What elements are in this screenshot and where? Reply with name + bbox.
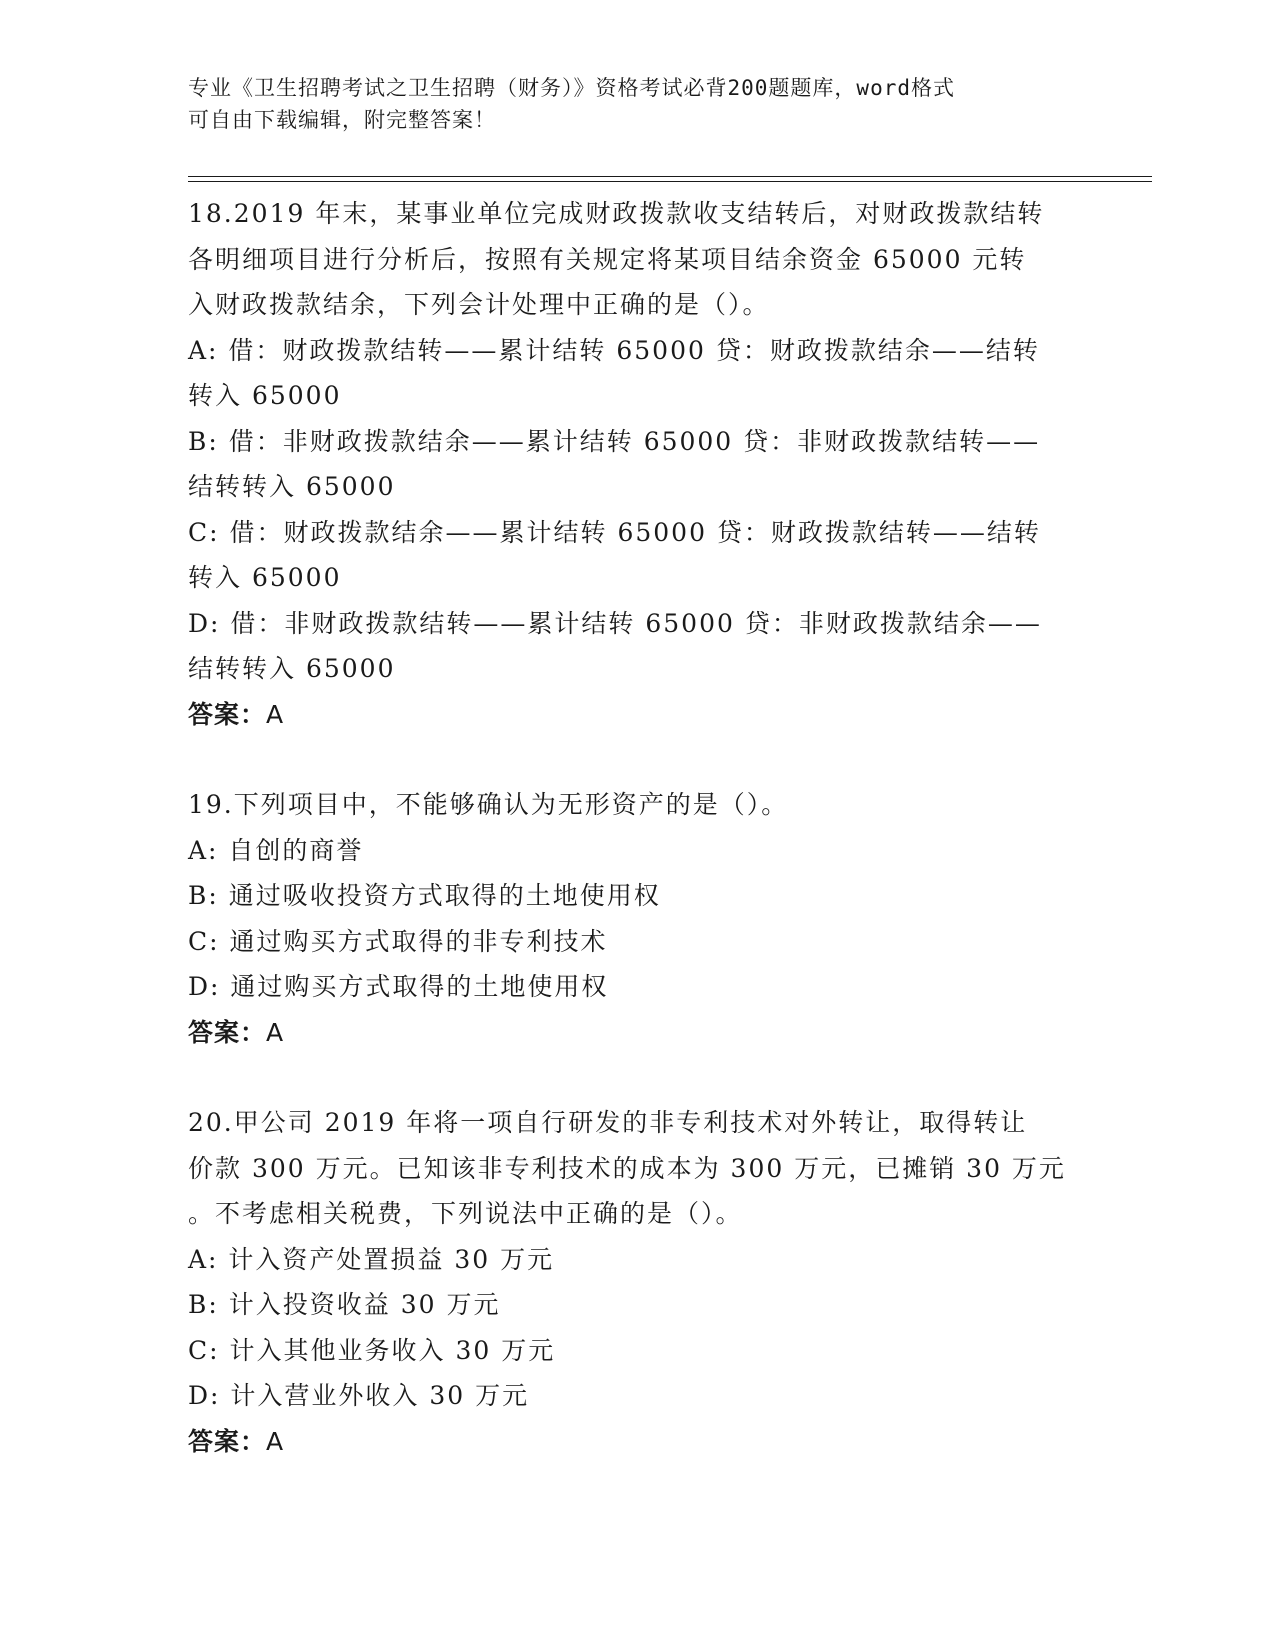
option-a-line: A: 计入资产处置损益 30 万元 — [188, 1244, 555, 1274]
answer-value: A — [266, 699, 285, 729]
question-stem-line: 。不考虑相关税费，下列说法中正确的是（）。 — [188, 1199, 743, 1228]
question-20 — [188, 1100, 1088, 1464]
option-b-line: 结转转入 65000 — [188, 472, 396, 501]
option-c-line: C: 通过购买方式取得的非专利技术 — [188, 926, 608, 956]
question-stem-line: 入财政拨款结余，下列会计处理中正确的是（）。 — [188, 290, 770, 319]
answer-value: A — [266, 1017, 285, 1047]
answer-line — [188, 1010, 1088, 1056]
answer-line — [188, 692, 1088, 738]
answer-label: 答案： — [188, 1426, 267, 1456]
option-c-line: C: 计入其他业务收入 30 万元 — [188, 1335, 556, 1365]
option-d-line: 结转转入 65000 — [188, 654, 396, 683]
question-list — [188, 191, 1088, 1464]
question-stem-line: 18.2019 年末，某事业单位完成财政拨款收支结转后，对财政拨款结转 — [188, 199, 1045, 228]
option-d-line: D: 通过购买方式取得的土地使用权 — [188, 972, 609, 1001]
answer-label: 答案： — [188, 699, 267, 729]
option-b-line: B: 通过吸收投资方式取得的土地使用权 — [188, 881, 661, 910]
header-line-2: 可自由下载编辑，附完整答案！ — [188, 108, 496, 132]
answer-label: 答案： — [188, 1017, 267, 1047]
question-stem-line: 19.下列项目中，不能够确认为无形资产的是（）。 — [188, 790, 789, 819]
option-d-line: D: 借：非财政拨款结转——累计结转 65000 贷：非财政拨款结余—— — [188, 608, 1042, 638]
answer-line — [188, 1419, 1088, 1465]
question-stem-line: 价款 300 万元。已知该非专利技术的成本为 300 万元，已摊销 30 万元 — [188, 1153, 1066, 1183]
header-divider-bottom — [188, 181, 1152, 182]
option-a-line: A: 自创的商誉 — [188, 835, 364, 865]
option-b-line: B: 借：非财政拨款结余——累计结转 65000 贷：非财政拨款结转—— — [188, 426, 1041, 456]
header-line-1: 专业《卫生招聘考试之卫生招聘（财务）》资格考试必背200题题库，word格式 — [188, 76, 955, 100]
option-a-line: 转入 65000 — [188, 381, 342, 410]
option-a-line: A: 借：财政拨款结转——累计结转 65000 贷：财政拨款结余——结转 — [188, 335, 1040, 365]
page-header — [188, 72, 1088, 136]
option-d-line: D: 计入营业外收入 30 万元 — [188, 1381, 530, 1410]
question-stem-line: 各明细项目进行分析后，按照有关规定将某项目结余资金 65000 元转 — [188, 244, 1027, 274]
header-divider-top — [188, 176, 1152, 177]
option-b-line: B: 计入投资收益 30 万元 — [188, 1290, 501, 1319]
option-c-line: 转入 65000 — [188, 563, 342, 592]
option-c-line: C: 借：财政拨款结余——累计结转 65000 贷：财政拨款结转——结转 — [188, 517, 1041, 547]
question-18 — [188, 191, 1088, 737]
question-stem-line: 20.甲公司 2019 年将一项自行研发的非专利技术对外转让，取得转让 — [188, 1108, 1028, 1137]
answer-value: A — [266, 1426, 285, 1456]
question-19 — [188, 782, 1088, 1055]
